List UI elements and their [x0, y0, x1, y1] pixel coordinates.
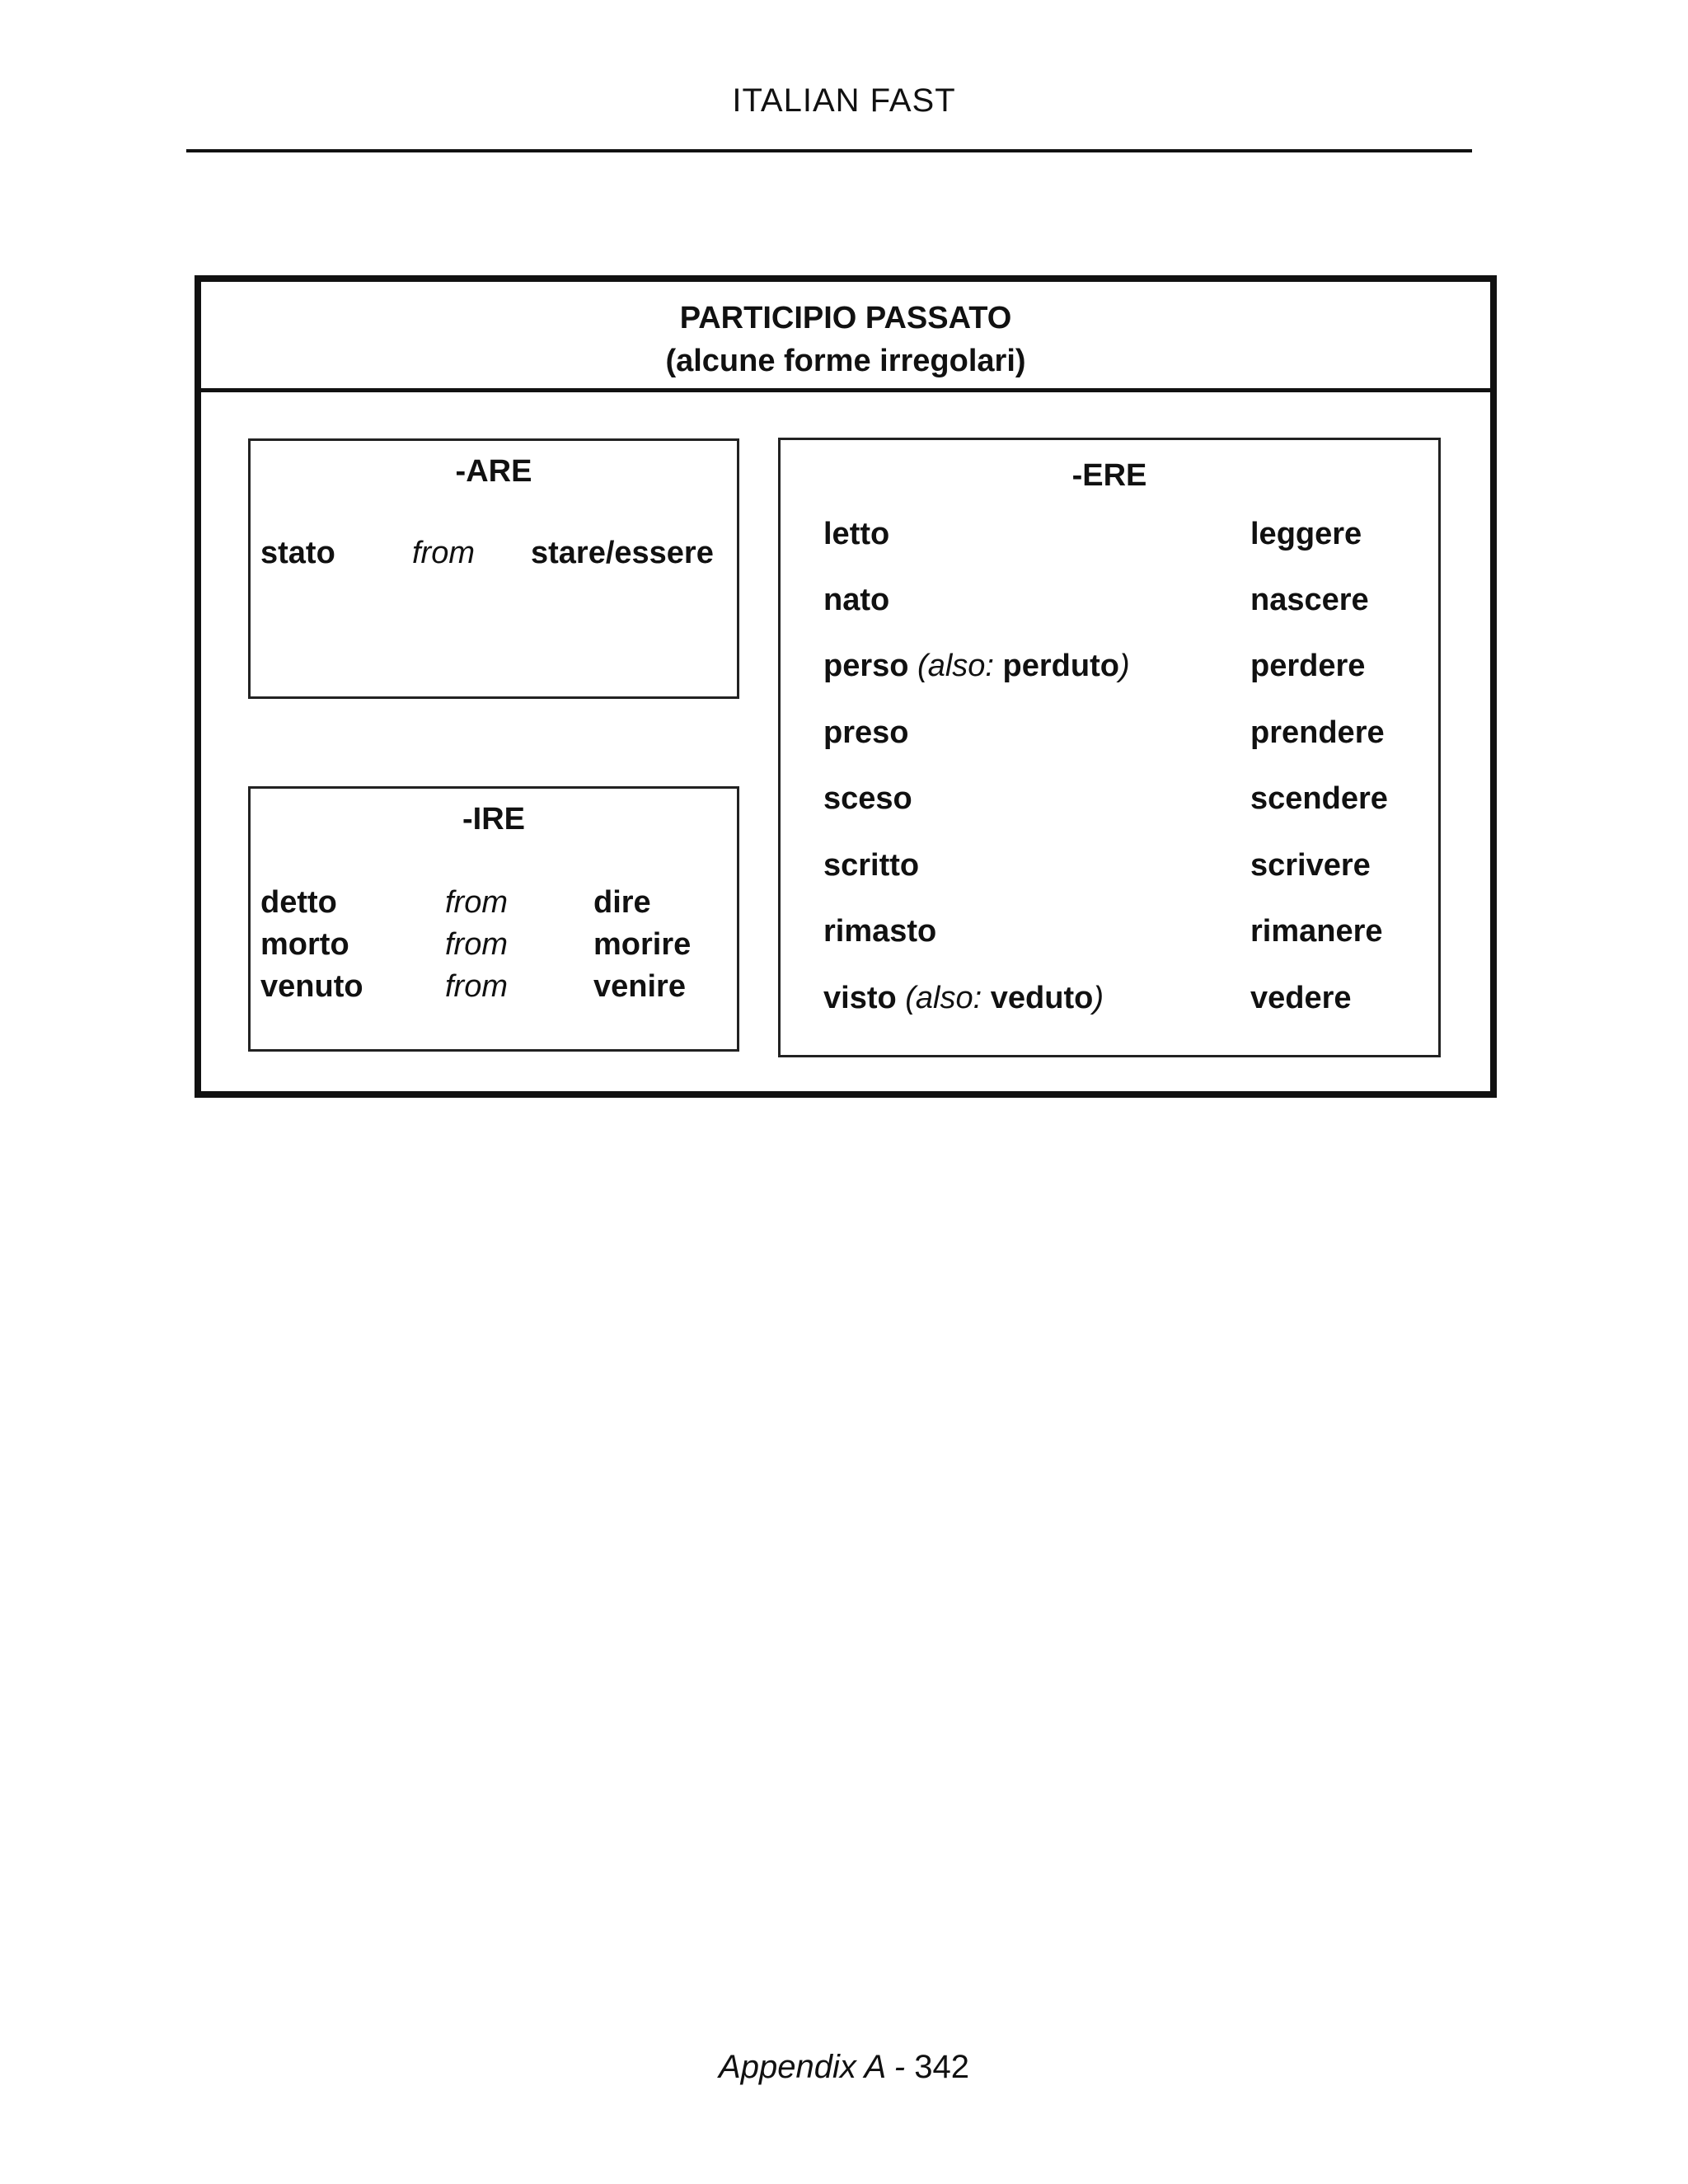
ere-participle-cell: [823, 779, 912, 818]
ere-infinitive: scrivere: [1250, 848, 1371, 883]
ere-participle: scritto: [823, 848, 920, 883]
ire-infinitive: morire: [593, 927, 692, 962]
ere-row: [781, 580, 1438, 620]
header-rule: [186, 149, 1472, 152]
ere-verbs-box: [778, 438, 1441, 1057]
ere-infinitive: nascere: [1250, 583, 1369, 617]
ere-participle: sceso: [823, 781, 912, 816]
ere-note-close: ): [1118, 649, 1130, 683]
ere-participle: rimasto: [823, 914, 937, 949]
ere-participle-cell: [823, 646, 1130, 686]
ere-row: [781, 646, 1438, 686]
ere-participle-cell: [823, 846, 919, 885]
page-number: 342: [914, 2049, 969, 2085]
ere-infinitive: perdere: [1250, 649, 1366, 683]
ere-infinitive: vedere: [1250, 981, 1352, 1015]
ire-participle: detto: [260, 885, 337, 920]
ere-heading: -ERE: [1071, 458, 1147, 493]
ere-participle: nato: [823, 583, 890, 617]
ere-participle: perso: [823, 649, 909, 683]
are-from: from: [412, 536, 475, 570]
ire-verbs-box: [248, 786, 739, 1052]
are-heading: -ARE: [455, 454, 532, 489]
ere-infinitive: rimanere: [1250, 914, 1383, 949]
ere-alternate-form: veduto: [982, 981, 1094, 1015]
ere-infinitive: leggere: [1250, 517, 1362, 551]
ere-participle-cell: [823, 978, 1104, 1018]
ere-row: [781, 846, 1438, 885]
ere-participle: letto: [823, 517, 890, 551]
ere-participle-cell: [823, 580, 889, 620]
are-row: [251, 533, 737, 573]
ere-participle-cell: [823, 912, 936, 951]
ire-from: from: [445, 927, 508, 962]
table-title: [201, 282, 1490, 392]
ire-from: from: [445, 885, 508, 920]
ere-note-close: ): [1093, 981, 1104, 1015]
ere-row: [781, 514, 1438, 554]
ere-also-label: also:: [915, 981, 982, 1015]
ere-row: [781, 779, 1438, 818]
ere-row: [781, 978, 1438, 1018]
ere-participle: preso: [823, 715, 909, 750]
ere-row: [781, 713, 1438, 752]
ere-infinitive: scendere: [1250, 781, 1388, 816]
ire-infinitive: venire: [593, 969, 686, 1004]
ere-participle: visto: [823, 981, 897, 1015]
ere-also-label: also:: [927, 649, 994, 683]
ire-participle: morto: [260, 927, 349, 962]
table-title-line-1: PARTICIPIO PASSATO: [679, 301, 1012, 335]
are-participle: stato: [260, 536, 335, 570]
ere-participle-cell: [823, 514, 889, 554]
ere-row: [781, 912, 1438, 951]
ere-note-open: (: [896, 981, 916, 1015]
ire-infinitive: dire: [593, 885, 651, 920]
table-title-line-2: (alcune forme irregolari): [665, 344, 1026, 378]
are-verbs-box: [248, 438, 739, 699]
ere-participle-cell: [823, 713, 908, 752]
ere-note-open: (: [908, 649, 928, 683]
ire-heading: -IRE: [462, 802, 525, 837]
ire-participle: venuto: [260, 969, 363, 1004]
ire-from: from: [445, 969, 508, 1004]
running-head: ITALIAN FAST: [732, 82, 956, 119]
ere-alternate-form: perduto: [993, 649, 1119, 683]
ire-row: [251, 883, 737, 922]
footer-label: Appendix A -: [719, 2049, 915, 2085]
ire-row: [251, 925, 737, 964]
are-infinitive: stare/essere: [531, 536, 714, 570]
participle-table: [195, 275, 1497, 1098]
ere-infinitive: prendere: [1250, 715, 1385, 750]
page-footer: [0, 2047, 1688, 2087]
ire-row: [251, 967, 737, 1006]
